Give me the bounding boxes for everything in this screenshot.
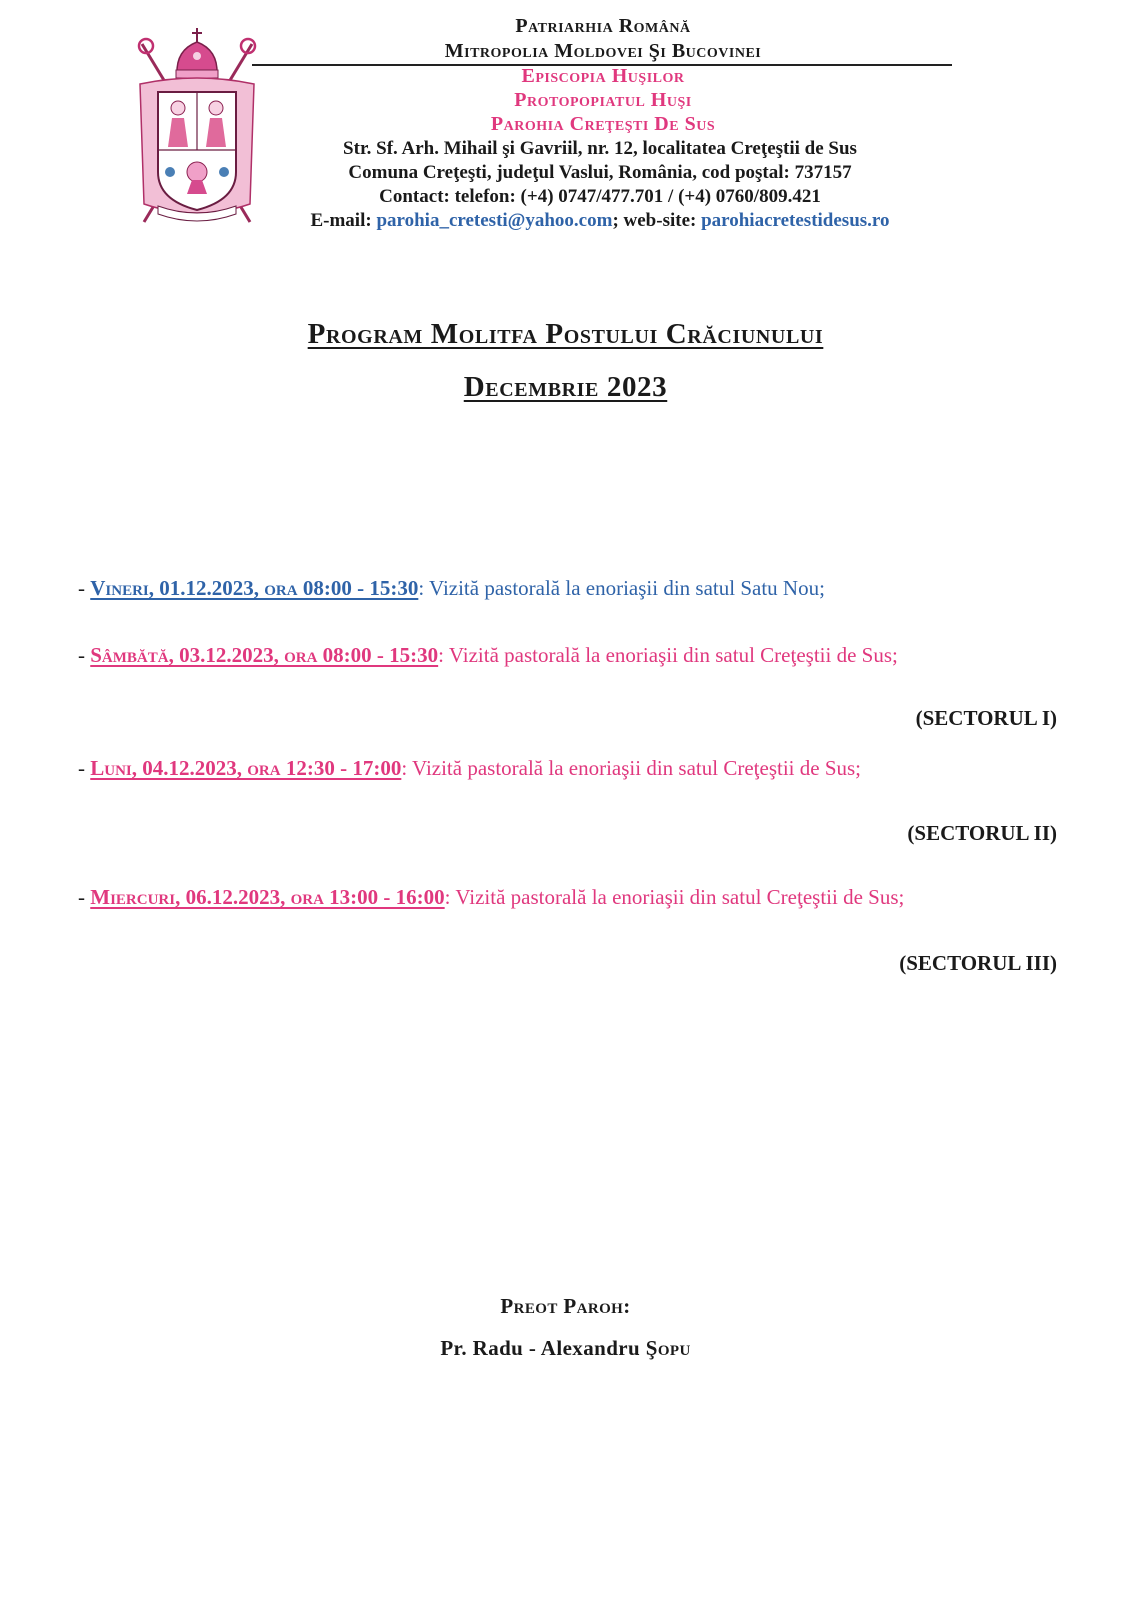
item-dash: - — [78, 643, 91, 667]
diocese-name: Episcopia Huşilor — [521, 65, 685, 87]
page-title: Program Molitfa Postului Crăciunului — [307, 318, 824, 350]
signature-role: Preot Paroh: — [500, 1294, 631, 1318]
schedule-date-label: Vineri, 01.12.2023, ora 08:00 - 15:30 — [90, 576, 419, 600]
website-link[interactable]: parohiacretestidesus.ro — [701, 210, 890, 231]
signature-name — [0, 1336, 1131, 1361]
contact-phone: Contact: telefon: (+4) 0747/477.701 / (+4) 0760/809.421 — [379, 186, 821, 207]
deanery-name: Protopopiatul Huşi — [514, 89, 692, 111]
schedule-date-label: Sâmbătă, 03.12.2023, ora 08:00 - 15:30 — [90, 643, 439, 667]
item-dash: - — [78, 885, 91, 909]
item-dash: - — [78, 576, 91, 600]
parish-name: Parohia Creţeşti De Sus — [490, 113, 716, 135]
schedule-date-label: Miercuri, 06.12.2023, ora 13:00 - 16:00 — [90, 885, 445, 909]
schedule-description: : Vizită pastorală la enoriaşii din satul Creţeştii de Sus; — [444, 885, 905, 909]
email-label: E-mail: — [310, 210, 372, 231]
email-link[interactable]: parohia_cretesti@yahoo.com — [376, 210, 613, 231]
contact-email-web — [250, 209, 950, 233]
schedule-item — [78, 756, 1088, 781]
schedule-description: : Vizită pastorală la enoriaşii din satul Creţeştii de Sus; — [438, 643, 898, 667]
schedule-item — [78, 885, 1088, 910]
schedule-date-label: Luni, 04.12.2023, ora 12:30 - 17:00 — [90, 756, 402, 780]
schedule-item — [78, 576, 1088, 601]
contact-separator: ; — [612, 210, 619, 231]
patriarchy-name: Patriarhia Română — [515, 15, 691, 37]
schedule-item — [78, 643, 1088, 668]
priest-last-name: Şopu — [645, 1336, 691, 1360]
schedule-description: : Vizită pastorală la enoriaşii din satul Satu Nou; — [418, 576, 825, 600]
page-subtitle: Decembrie 2023 — [463, 371, 668, 403]
sector-label: (SECTORUL II) — [907, 821, 1057, 845]
schedule-description: : Vizită pastorală la enoriaşii din satul Creţeştii de Sus; — [401, 756, 862, 780]
item-dash: - — [78, 756, 91, 780]
parish-crest-logo — [132, 22, 262, 232]
sector-label: (SECTORUL I) — [915, 706, 1057, 730]
priest-first-name: Pr. Radu - Alexandru — [440, 1336, 646, 1360]
metropolis-name: Mitropolia Moldovei Şi Bucovinei — [444, 40, 762, 62]
sector-label: (SECTORUL III) — [899, 951, 1057, 975]
address-line-1: Str. Sf. Arh. Mihail şi Gavriil, nr. 12, localitatea Creţeştii de Sus — [343, 138, 857, 159]
website-label: web-site: — [623, 210, 697, 231]
address-line-2: Comuna Creţeşti, judeţul Vaslui, România, cod poştal: 737157 — [348, 162, 852, 183]
